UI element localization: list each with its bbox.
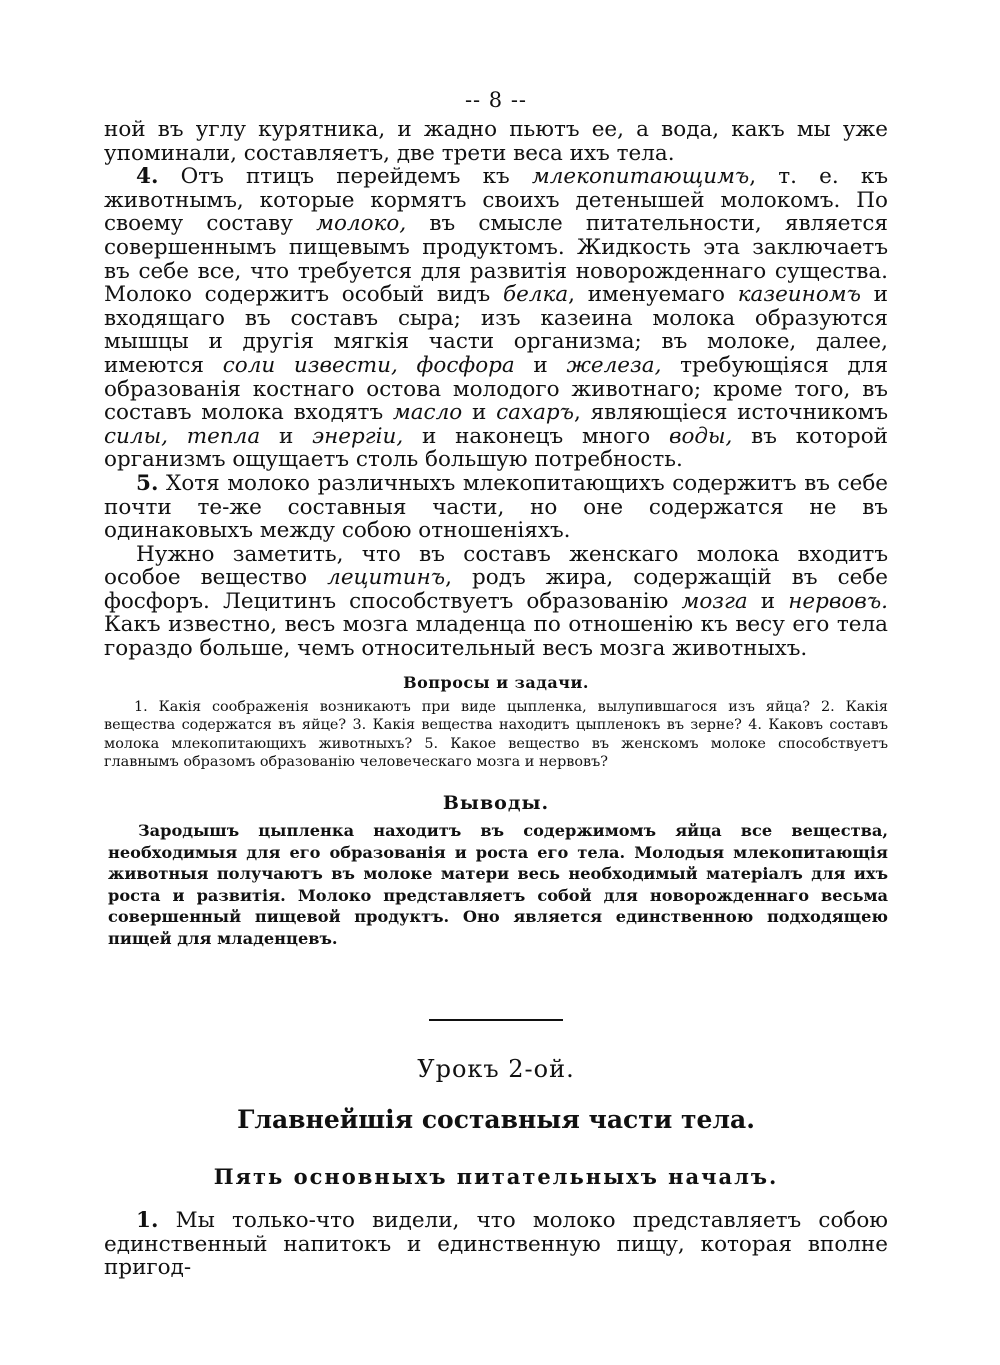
text-run: и	[514, 352, 567, 378]
questions-text: 1. Какія соображенія возникаютъ при виде цыпленка, вылупившагося изъ яйца? 2. Какія вещества содержатся въ яйце? 3. Какія вещества находитъ цыпленокъ въ зерне? 4. Каковъ составъ молока млекопитающихъ животныхъ? 5. Какое вещество въ женскомъ молоке способствуетъ главнымъ образомъ образованію человеческаго мозга и нервовъ?	[104, 698, 888, 771]
text-run: въ которой организмъ ощущаетъ столь большую потребность.	[104, 423, 888, 473]
italic-term: белка	[502, 282, 569, 308]
text-run: , являющіеся источникомъ	[573, 400, 889, 426]
text-run: и	[260, 423, 313, 449]
book-page	[104, 88, 888, 1280]
text-run: , т. е. къ животнымъ, которые кормятъ своихъ детенышей молокомъ. По своему составу	[104, 164, 888, 237]
lesson-title: Главнейшія составныя части тела.	[237, 1105, 755, 1135]
italic-term: воды,	[668, 423, 733, 449]
paragraph-5	[104, 472, 888, 543]
lesson-subtitle: Пять основныхъ питательныхъ началъ.	[213, 1164, 779, 1190]
text-run: Хотя молоко различныхъ млекопитающихъ содержитъ въ себе почти те-же составныя части, но оне содержатся не въ одинаковыхъ между собою отношеніяхъ.	[104, 470, 888, 544]
section-divider	[429, 1019, 563, 1021]
paragraph-lesson-1	[104, 1209, 888, 1280]
italic-term: соли извести, фосфора	[222, 352, 515, 378]
paragraph-6	[104, 543, 888, 661]
italic-term: казеиномъ	[737, 282, 861, 308]
questions-heading: Вопросы и задачи.	[403, 672, 589, 692]
italic-term: молоко,	[316, 211, 407, 237]
text-run: Нужно заметить, что въ составъ женскаго молока входитъ особое вещество	[104, 541, 888, 591]
lesson-label: Урокъ 2-ой.	[417, 1055, 575, 1084]
text-run: и	[747, 588, 789, 614]
italic-term: нервовъ.	[788, 588, 888, 614]
paragraph-number: 1.	[136, 1208, 159, 1234]
text-run: Какъ известно, весъ мозга младенца по отношенію къ весу его тела гораздо больше, чемъ относительный весъ мозга животныхъ.	[104, 612, 888, 662]
conclusions-text: Зародышъ цыпленка находитъ въ содержимомъ яйца все вещества, необходимыя для его образованія и роста его тела. Молодыя млекопитающія животныя получаютъ въ молоке матери весь необходимый матеріалъ для ихъ роста и развитія. Молоко представляетъ собой для новорожденнаго весьма совершенный пищевой продуктъ. Оно является единственною подходящею пищей для младенцевъ.	[108, 821, 888, 948]
italic-term: лецитинъ	[327, 565, 446, 591]
paragraph-number: 5.	[136, 470, 159, 496]
page-number: -- 8 --	[464, 88, 528, 112]
italic-term: сахаръ	[496, 400, 574, 426]
text-run: , именуемаго	[568, 282, 738, 308]
paragraph-continuation: ной въ углу курятника, и жадно пьютъ ее, а вода, какъ мы уже упоминали, составляетъ, две трети веса ихъ тела.	[104, 117, 888, 166]
italic-term: мозга	[681, 588, 748, 614]
italic-term: энергіи,	[312, 423, 404, 449]
text-run: требующіяся для образованія костнаго остова молодого животнаго; кроме того, въ составъ молока входятъ	[104, 352, 889, 426]
text-run: , родъ жира, содержащій въ себе фосфоръ. Лецитинъ способствуетъ образованію	[104, 565, 889, 614]
conclusions-heading: Выводы.	[442, 792, 550, 815]
italic-term: железа,	[566, 352, 662, 378]
paragraph-4	[104, 165, 888, 472]
text-run: Отъ птицъ перейдемъ къ	[158, 164, 532, 190]
paragraph-number: 4.	[136, 164, 159, 190]
text-run: въ смысле питательности, является совершеннымъ пищевымъ продуктомъ. Жидкость эта заключаетъ въ себе все, что требуется для развитія новорожденнаго существа. Молоко содержитъ особый видъ	[104, 211, 888, 308]
italic-term: силы, тепла	[104, 423, 261, 449]
italic-term: млекопитающимъ	[531, 164, 750, 190]
italic-term: масло	[392, 400, 463, 426]
text-run: Мы только-что видели, что молоко представляетъ собою единственный напитокъ и единственную пищу, которая вполне пригод-	[104, 1208, 888, 1281]
text-run: и наконецъ много	[403, 423, 669, 449]
text-run: и входящаго въ составъ сыра; изъ казеина молока образуются мышцы и другія мягкія части организма; въ молоке, далее, имеются	[104, 282, 888, 378]
text-run: и	[462, 400, 497, 426]
